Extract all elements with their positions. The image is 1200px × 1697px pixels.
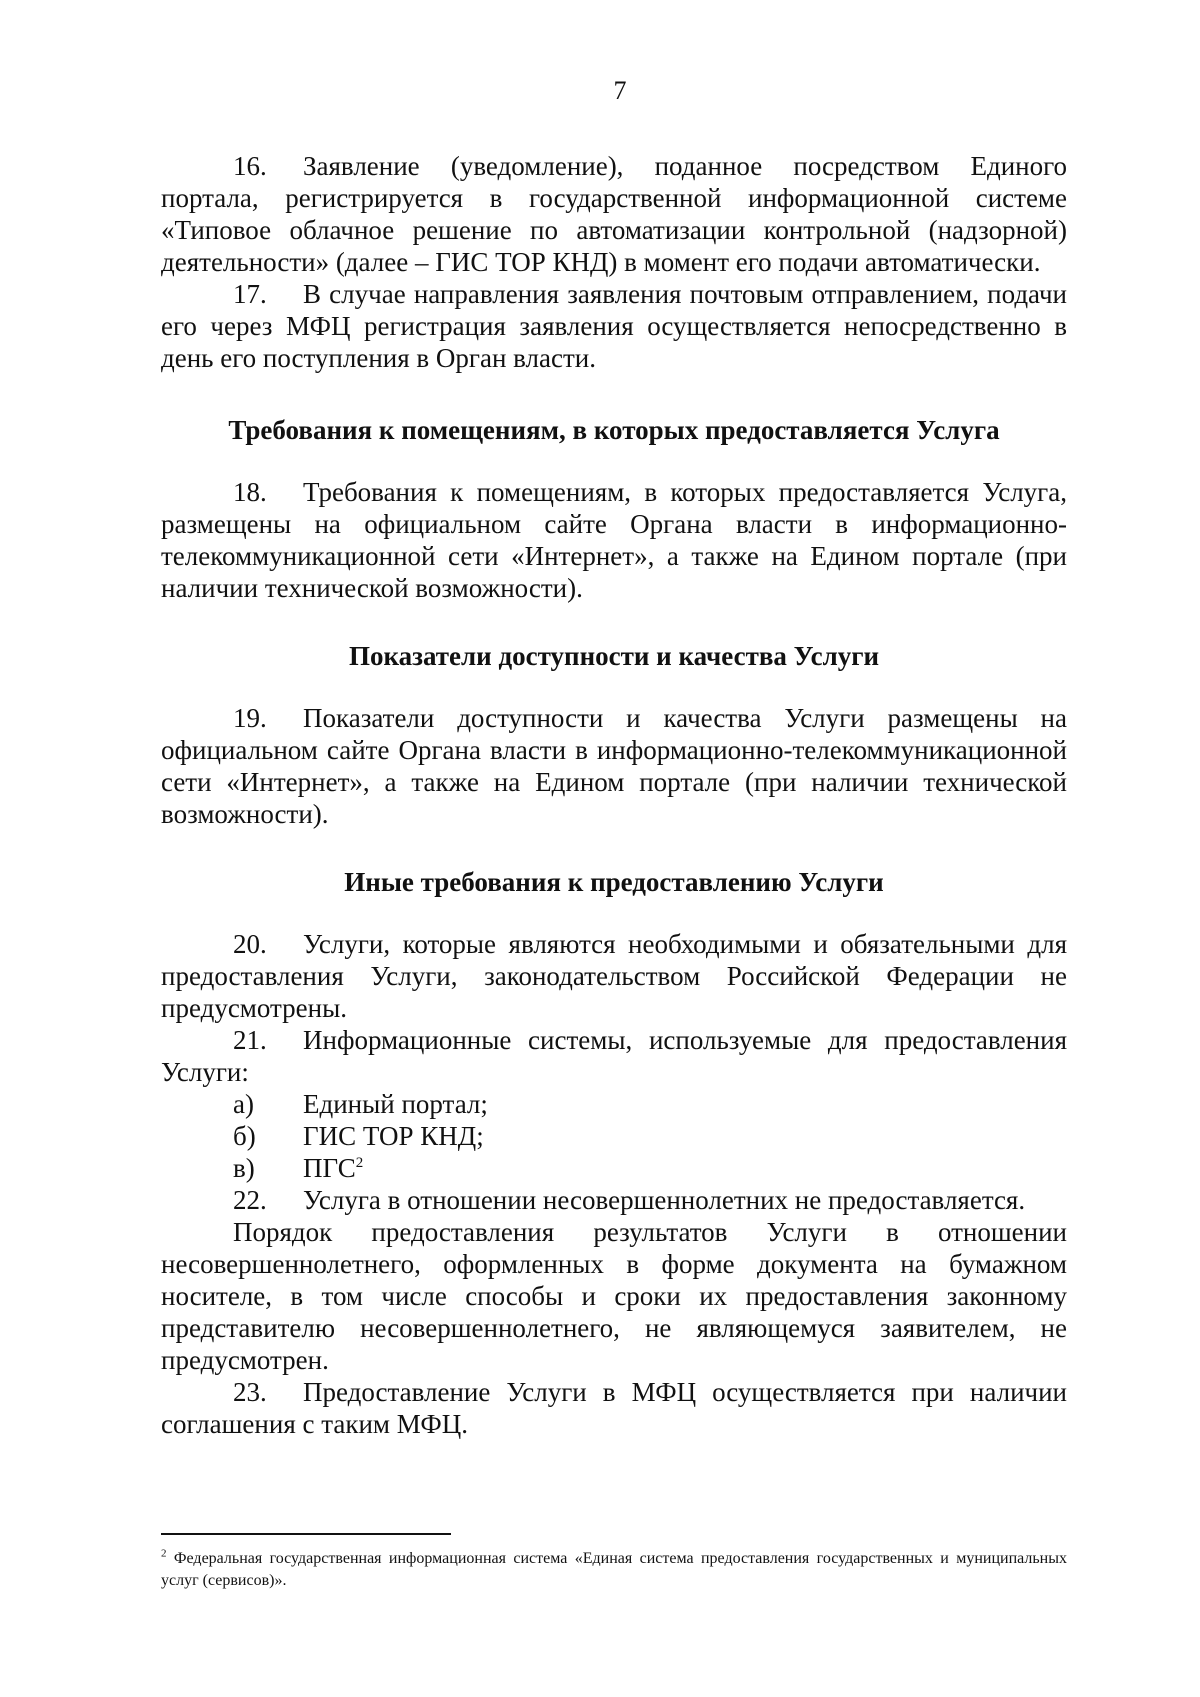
paragraph-text: Услуги, которые являются необходимыми и обязательными для предоставления Услуги, законодательством Российской Федерации не предусмотрены. — [161, 929, 1067, 1023]
list-item-letter: а) — [233, 1089, 254, 1119]
list-item-letter: в) — [233, 1153, 255, 1183]
paragraph-20 — [161, 928, 1067, 1024]
section-heading-other: Иные требования к предоставлению Услуги — [344, 867, 884, 897]
paragraph-17 — [161, 278, 1067, 374]
paragraph-number: 17. — [233, 279, 267, 309]
list-item-letter: б) — [233, 1121, 256, 1151]
list-item — [161, 1120, 1067, 1152]
footnote-text: Федеральная государственная информационная система «Единая система предоставления государственных и муниципальных услуг (сервисов)». — [161, 1550, 1067, 1589]
footnote — [161, 1548, 1067, 1592]
list-item-text: Единый портал; — [303, 1089, 488, 1119]
paragraph-number: 22. — [233, 1185, 267, 1215]
paragraph-number: 16. — [233, 151, 267, 181]
footnote-reference[interactable]: 2 — [355, 1155, 364, 1171]
paragraph-22 — [161, 1184, 1067, 1216]
paragraph-21 — [161, 1024, 1067, 1088]
paragraph-text: Предоставление Услуги в МФЦ осуществляется при наличии соглашения с таким МФЦ. — [161, 1377, 1067, 1439]
document-body — [161, 150, 1067, 1440]
paragraph-18 — [161, 476, 1067, 604]
page-number: 7 — [613, 76, 627, 105]
list-item — [161, 1088, 1067, 1120]
paragraph-number: 21. — [233, 1025, 267, 1055]
paragraph-text: Информационные системы, используемые для предоставления Услуги: — [161, 1025, 1067, 1087]
paragraph-text: Требования к помещениям, в которых предоставляется Услуга, размещены на официальном сайте Органа власти в информационно-телекоммуникационной сети «Интернет», а также на Едином портале (при наличии технической возможности). — [161, 477, 1067, 603]
list-item-text: ГИС ТОР КНД; — [303, 1121, 484, 1151]
section-heading-quality: Показатели доступности и качества Услуги — [348, 641, 880, 671]
paragraph-number: 23. — [233, 1377, 267, 1407]
paragraph-16 — [161, 150, 1067, 278]
footnote-marker: 2 — [161, 1547, 167, 1560]
paragraph-text: Заявление (уведомление), поданное посредством Единого портала, регистрируется в государственной информационной системе «Типовое облачное решение по автоматизации контрольной (надзорной) деятельности» (далее – ГИС ТОР КНД) в момент его подачи автоматически. — [161, 151, 1067, 277]
list-item — [161, 1152, 1067, 1184]
list-item-text: ПГС — [303, 1153, 356, 1183]
paragraph-text: Услуга в отношении несовершеннолетних не предоставляется. — [303, 1185, 1026, 1215]
footnote-divider — [161, 1533, 451, 1535]
paragraph-number: 19. — [233, 703, 267, 733]
paragraph-text: Показатели доступности и качества Услуги размещены на официальном сайте Органа власти в информационно-телекоммуникационной сети «Интернет», а также на Едином портале (при наличии технической возможности). — [161, 703, 1067, 829]
paragraph-23 — [161, 1376, 1067, 1440]
paragraph-text: В случае направления заявления почтовым отправлением, подачи его через МФЦ регистрация заявления осуществляется непосредственно в день его поступления в Орган власти. — [161, 279, 1067, 373]
paragraph-19 — [161, 702, 1067, 830]
paragraph-22-continuation: Порядок предоставления результатов Услуги в отношении несовершеннолетнего, оформленных в форме документа на бумажном носителе, в том числе способы и сроки их предоставления законному представителю несовершеннолетнего, не являющемуся заявителем, не предусмотрен. — [161, 1217, 1067, 1375]
section-heading-premises: Требования к помещениям, в которых предоставляется Услуга — [228, 415, 1000, 445]
paragraph-number: 18. — [233, 477, 267, 507]
paragraph-number: 20. — [233, 929, 267, 959]
